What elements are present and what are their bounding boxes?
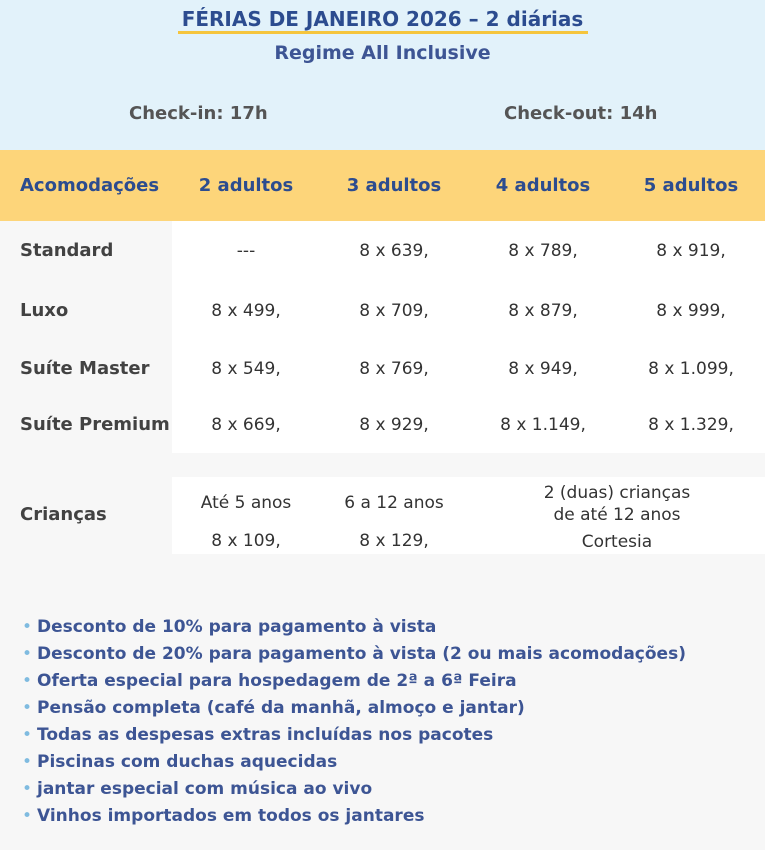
benefit-text: Piscinas com duchas aquecidas xyxy=(37,752,338,772)
price-cell: 8 x 669, xyxy=(211,415,281,435)
bullet-dot-icon: • xyxy=(22,806,33,826)
price-cell: 8 x 919, xyxy=(656,241,726,261)
row-label-standard: Standard xyxy=(20,240,114,261)
price-cell: 8 x 709, xyxy=(359,301,429,321)
price-cell: 8 x 999, xyxy=(656,301,726,321)
bullet-dot-icon: • xyxy=(22,725,33,745)
list-item xyxy=(22,803,686,830)
price-cell: 8 x 949, xyxy=(508,359,578,379)
list-item xyxy=(22,695,686,722)
kids-price: 8 x 129, xyxy=(359,531,429,551)
benefit-text: Desconto de 20% para pagamento à vista (2 ou mais acomodações) xyxy=(37,644,686,664)
header-4-adultos: 4 adultos xyxy=(495,175,591,196)
kids-courtesy-line1: 2 (duas) crianças xyxy=(543,483,691,503)
price-cell: 8 x 879, xyxy=(508,301,578,321)
benefit-text: Vinhos importados em todos os jantares xyxy=(37,806,425,826)
benefits-list xyxy=(22,614,686,830)
checkout-time: Check-out: 14h xyxy=(504,103,658,124)
bullet-dot-icon: • xyxy=(22,671,33,691)
price-cell: 8 x 1.099, xyxy=(648,359,734,379)
list-item xyxy=(22,641,686,668)
benefit-text: Todas as despesas extras incluídas nos pacotes xyxy=(37,725,494,745)
price-cell: 8 x 769, xyxy=(359,359,429,379)
checkin-time: Check-in: 17h xyxy=(129,103,268,124)
list-item xyxy=(22,668,686,695)
benefit-text: Pensão completa (café da manhã, almoço e jantar) xyxy=(37,698,525,718)
list-item xyxy=(22,749,686,776)
kids-age-range: Até 5 anos xyxy=(200,493,292,513)
price-cell: 8 x 639, xyxy=(359,241,429,261)
page-subtitle: Regime All Inclusive xyxy=(274,42,491,64)
kids-courtesy-line3: Cortesia xyxy=(581,532,653,552)
row-label-suite-premium: Suíte Premium xyxy=(20,414,170,435)
header-3-adultos: 3 adultos xyxy=(346,175,442,196)
header-5-adultos: 5 adultos xyxy=(643,175,739,196)
price-cell: 8 x 549, xyxy=(211,359,281,379)
benefit-text: jantar especial com música ao vivo xyxy=(37,779,373,799)
header-banner xyxy=(0,0,765,150)
price-cell: 8 x 1.329, xyxy=(648,415,734,435)
kids-age-range: 6 a 12 anos xyxy=(344,493,444,513)
row-label-suite-master: Suíte Master xyxy=(20,358,150,379)
bullet-dot-icon: • xyxy=(22,644,33,664)
benefit-text: Desconto de 10% para pagamento à vista xyxy=(37,617,437,637)
price-cell: --- xyxy=(236,241,256,261)
list-item xyxy=(22,776,686,803)
header-2-adultos: 2 adultos xyxy=(198,175,294,196)
kids-courtesy-line2: de até 12 anos xyxy=(553,505,681,525)
page-title: FÉRIAS DE JANEIRO 2026 – 2 diárias xyxy=(181,7,584,31)
table-header xyxy=(0,150,765,221)
bullet-dot-icon: • xyxy=(22,779,33,799)
header-acomodacoes: Acomodações xyxy=(20,175,160,196)
title-underline xyxy=(178,31,588,34)
bullet-dot-icon: • xyxy=(22,698,33,718)
list-item xyxy=(22,614,686,641)
row-label-criancas: Crianças xyxy=(20,504,107,525)
row-label-luxo: Luxo xyxy=(20,300,69,321)
kids-price: 8 x 109, xyxy=(211,531,281,551)
bullet-dot-icon: • xyxy=(22,617,33,637)
price-cell: 8 x 1.149, xyxy=(500,415,586,435)
price-cell: 8 x 499, xyxy=(211,301,281,321)
price-cell: 8 x 929, xyxy=(359,415,429,435)
benefit-text: Oferta especial para hospedagem de 2ª a 6ª Feira xyxy=(37,671,517,691)
list-item xyxy=(22,722,686,749)
price-cell: 8 x 789, xyxy=(508,241,578,261)
bullet-dot-icon: • xyxy=(22,752,33,772)
